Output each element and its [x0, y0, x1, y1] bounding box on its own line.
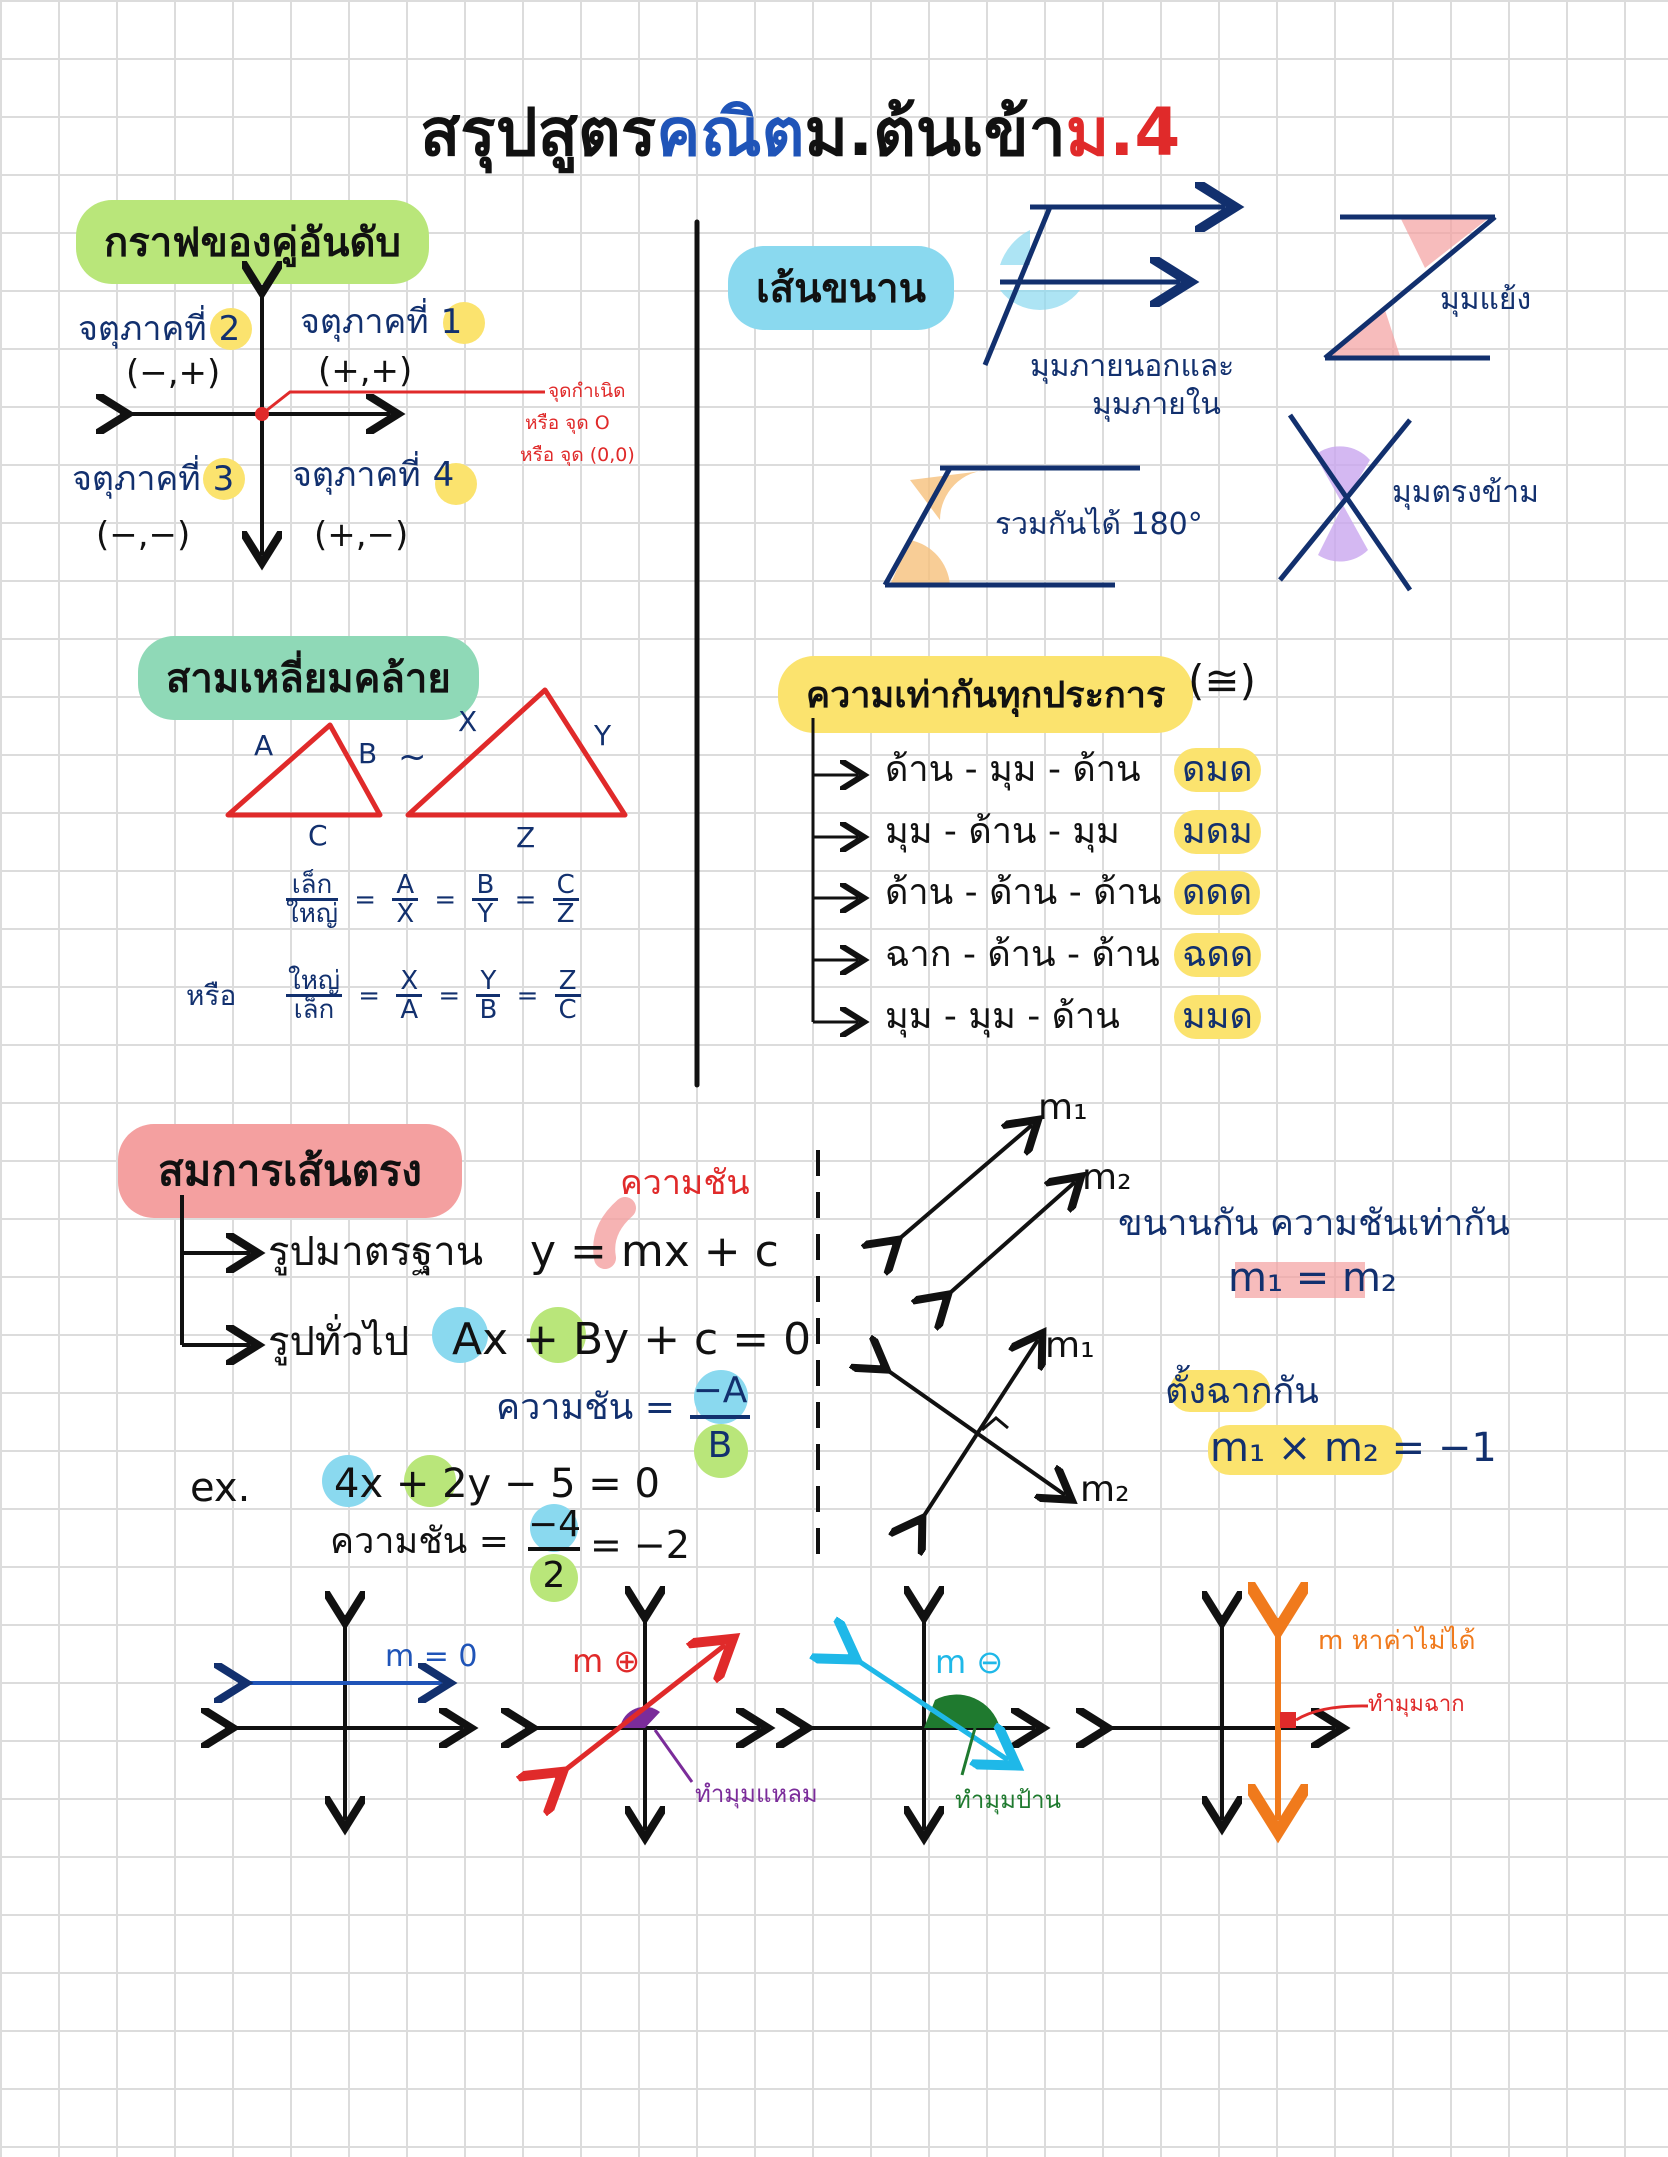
label-B: B: [358, 737, 378, 770]
rule-1-abbr: ดมด: [1174, 748, 1261, 792]
q2-sign: (−,+): [126, 353, 221, 393]
rule-3-abbr: ดดด: [1174, 871, 1260, 915]
slope-undefined-note: ทำมุมฉาก: [1368, 1692, 1465, 1717]
example-slope-label: ความชัน =: [330, 1521, 509, 1562]
slope-undefined-label: m หาค่าไม่ได้: [1318, 1626, 1476, 1656]
parallel-slope-eq: m₁ = m₂: [1228, 1255, 1397, 1301]
m1-label-parallel: m₁: [1038, 1087, 1088, 1128]
parallel-slope-text: ขนานกัน ความชันเท่ากัน: [1118, 1203, 1510, 1244]
ratio-line-2: ใหญ่ เล็ก = $\frac{X}{A}$ = $\frac{Y}{B}$ = $\frac{Z}{C}$: [286, 968, 581, 1023]
co-interior-label: มุมภายนอกและ: [1030, 349, 1235, 384]
title-part4: ม.4: [1065, 94, 1181, 171]
heading-parallel: เส้นขนาน: [728, 246, 954, 330]
q4-label: จตุภาคที่ 4: [292, 455, 455, 495]
title-part3: ม.ต้นเข้า: [804, 94, 1066, 171]
q3-label: จตุภาคที่ 3: [72, 459, 235, 499]
origin-note-1: จุดกำเนิด: [548, 380, 626, 402]
perp-slope-text: ตั้งฉากกัน: [1165, 1371, 1319, 1412]
co-interior-label-2: มุมภายใน: [1092, 387, 1221, 422]
q4-sign: (+,−): [314, 515, 409, 555]
m1-label-perp: m₁: [1045, 1325, 1095, 1366]
ratio-big: ใหญ่: [286, 899, 338, 929]
title-part2: คณิต: [656, 94, 805, 171]
rule-3-text: ด้าน - ด้าน - ด้าน: [885, 872, 1162, 913]
heading-similar: สามเหลี่ยมคล้าย: [138, 636, 479, 720]
ratio-small: เล็ก: [286, 872, 338, 901]
origin-note-2: หรือ จุด O: [525, 412, 610, 434]
slope-word-label: ความชัน: [620, 1163, 750, 1203]
heading-line-equation: สมการเส้นตรง: [118, 1124, 462, 1218]
q1-sign: (+,+): [318, 351, 413, 391]
example-eq: 4x + 2y − 5 = 0: [334, 1461, 660, 1507]
m2-label-parallel: m₂: [1082, 1157, 1132, 1198]
slope-negative-label: m ⊖: [935, 1643, 1004, 1681]
example-numerator: −4: [528, 1504, 580, 1551]
rule-1-text: ด้าน - มุม - ด้าน: [885, 749, 1141, 790]
example-label: ex.: [190, 1465, 251, 1511]
slope-denominator: B: [707, 1425, 733, 1466]
standard-form-eq: y = mx + c: [530, 1226, 779, 1277]
rule-2-abbr: มดม: [1174, 810, 1261, 854]
similar-symbol: ~: [398, 737, 427, 777]
heading-congruence: ความเท่ากันทุกประการ: [778, 656, 1193, 733]
rule-4-abbr: ฉดด: [1174, 933, 1261, 977]
origin-note-3: หรือ จุด (0,0): [520, 444, 635, 466]
label-Y: Y: [594, 719, 612, 752]
rule-2-text: มุม - ด้าน - มุม: [885, 811, 1120, 852]
supplementary-label: รวมกันได้ 180°: [995, 507, 1203, 542]
alternate-label: มุมแย้ง: [1440, 282, 1532, 317]
general-form-eq: Ax + By + c = 0: [452, 1314, 812, 1365]
label-X: X: [458, 705, 478, 738]
slope-positive-label: m ⊕: [572, 1642, 641, 1680]
slope-formula-label: ความชัน =: [496, 1387, 675, 1428]
example-result: = −2: [590, 1523, 690, 1567]
q2-label: จตุภาคที่ 2: [78, 309, 241, 349]
heading-ordered-pairs: กราฟของคู่อันดับ: [76, 200, 429, 284]
rule-5-text: มุม - มุม - ด้าน: [885, 996, 1120, 1037]
rule-5-abbr: มมด: [1174, 995, 1261, 1039]
label-Z: Z: [516, 821, 536, 854]
congruence-symbol: (≅): [1188, 656, 1256, 705]
or-label: หรือ: [186, 979, 237, 1012]
slope-numerator: −A: [690, 1370, 750, 1419]
slope-positive-note: ทำมุมแหลม: [695, 1780, 818, 1808]
ratio-line-1: เล็ก ใหญ่ = $\frac{A}{X}$ = $\frac{B}{Y}$ = $\frac{C}{Z}$: [286, 872, 579, 927]
rule-4-text: ฉาก - ด้าน - ด้าน: [885, 934, 1160, 975]
q1-label: จตุภาคที่ 1: [300, 302, 463, 342]
general-form-label: รูปทั่วไป: [268, 1319, 410, 1365]
label-C: C: [308, 819, 328, 852]
q3-sign: (−,−): [96, 515, 191, 555]
m2-label-perp: m₂: [1080, 1469, 1130, 1510]
slope-negative-note: ทำมุมป้าน: [955, 1786, 1062, 1814]
example-denominator: 2: [542, 1555, 566, 1596]
standard-form-label: รูปมาตรฐาน: [268, 1229, 484, 1275]
vertical-label: มุมตรงข้าม: [1392, 475, 1539, 510]
slope-zero-label: m = 0: [385, 1639, 478, 1674]
label-A: A: [254, 729, 274, 762]
title-part1: สรุปสูตร: [420, 94, 657, 171]
perp-slope-eq: m₁ × m₂ = −1: [1210, 1425, 1497, 1471]
